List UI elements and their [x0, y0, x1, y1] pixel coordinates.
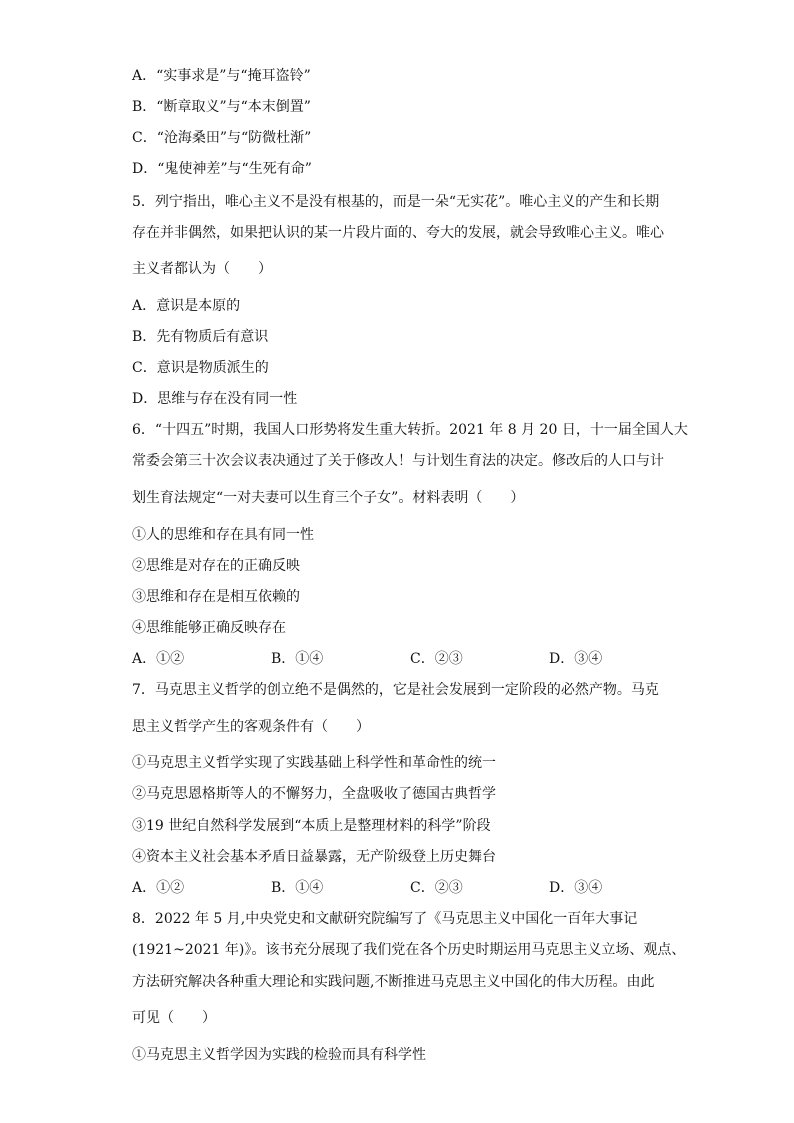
q7-item-4: ④资本主义社会基本矛盾日益暴露，无产阶级登上历史舞台: [132, 849, 496, 865]
q6-stem-line-1: 6．“十四五”时期，我国人口形势将发生重大转折。2021 年 8 月 20 日，十一届全国人大: [132, 422, 688, 438]
q6-item-4: ④思维能够正确反映存在: [132, 620, 286, 636]
q7-choice-a: A．①②: [132, 880, 185, 896]
q6-stem-line-3: 划生育法规定“一对夫妻可以生育三个子女”。材料表明（ ）: [132, 490, 525, 506]
q7-item-1: ①马克思主义哲学实现了实践基础上科学性和革命性的统一: [132, 755, 496, 771]
q8-stem-line-4: 可见（ ）: [132, 1010, 216, 1026]
q5-option-c: C．意识是物质派生的: [132, 360, 269, 376]
q5-option-d: D．思维与存在没有同一性: [132, 391, 298, 407]
q5-stem-line-1: 5．列宁指出，唯心主义不是没有根基的，而是一朵“无实花”。唯心主义的产生和长期: [132, 194, 660, 210]
q7-choice-d: D．③④: [549, 880, 603, 896]
q6-choice-c: C．②③: [410, 651, 463, 667]
q6-stem-line-2: 常委会第三十次会议表决通过了关于修改人！与计划生育法的决定。修改后的人口与计: [132, 453, 664, 469]
q7-choice-c: C．②③: [410, 880, 463, 896]
q7-stem-line-2: 思主义哲学产生的客观条件有（ ）: [132, 719, 370, 735]
q4-option-d: D．“鬼使神差”与“生死有命”: [132, 161, 312, 177]
q7-choice-b: B．①④: [271, 880, 324, 896]
q7-stem-line-1: 7．马克思主义哲学的创立绝不是偶然的，它是社会发展到一定阶段的必然产物。马克: [132, 682, 659, 698]
q5-option-b: B．先有物质后有意识: [132, 329, 269, 345]
q8-stem-line-2: (1921~2021 年)》。该书充分展现了我们党在各个历史时期运用马克思主义立场、观点、: [132, 942, 686, 958]
q5-stem-line-3: 主义者都认为（ ）: [132, 261, 272, 277]
q8-stem-line-3: 方法研究解决各种重大理论和实践问题,不断推进马克思主义中国化的伟大历程。由此: [132, 974, 655, 990]
q6-choice-d: D．③④: [549, 651, 603, 667]
q5-stem-line-2: 存在并非偶然，如果把认识的某一片段片面的、夸大的发展，就会导致唯心主义。唯心: [132, 225, 664, 241]
q7-item-3: ③19 世纪自然科学发展到“本质上是整理材料的科学”阶段: [132, 818, 491, 834]
q5-option-a: A．意识是本原的: [132, 298, 241, 314]
q6-item-1: ①人的思维和存在具有同一性: [132, 527, 314, 543]
q6-item-2: ②思维是对存在的正确反映: [132, 558, 300, 574]
q6-item-3: ③思维和存在是相互依赖的: [132, 589, 300, 605]
q4-option-c: C．“沧海桑田”与“防微杜渐”: [132, 130, 312, 146]
q4-option-a: A．“实事求是”与“掩耳盗铃”: [132, 68, 311, 84]
q4-option-b: B．“断章取义”与“本末倒置”: [132, 99, 311, 115]
q8-stem-line-1: 8．2022 年 5 月,中央党史和文献研究院编写了《马克思主义中国化一百年大事记: [132, 911, 638, 927]
q8-item-1: ①马克思主义哲学因为实践的检验而具有科学性: [132, 1047, 426, 1063]
q6-choice-b: B．①④: [271, 651, 324, 667]
q7-item-2: ②马克思恩格斯等人的不懈努力，全盘吸收了德国古典哲学: [132, 786, 496, 802]
q6-choice-a: A．①②: [132, 651, 185, 667]
